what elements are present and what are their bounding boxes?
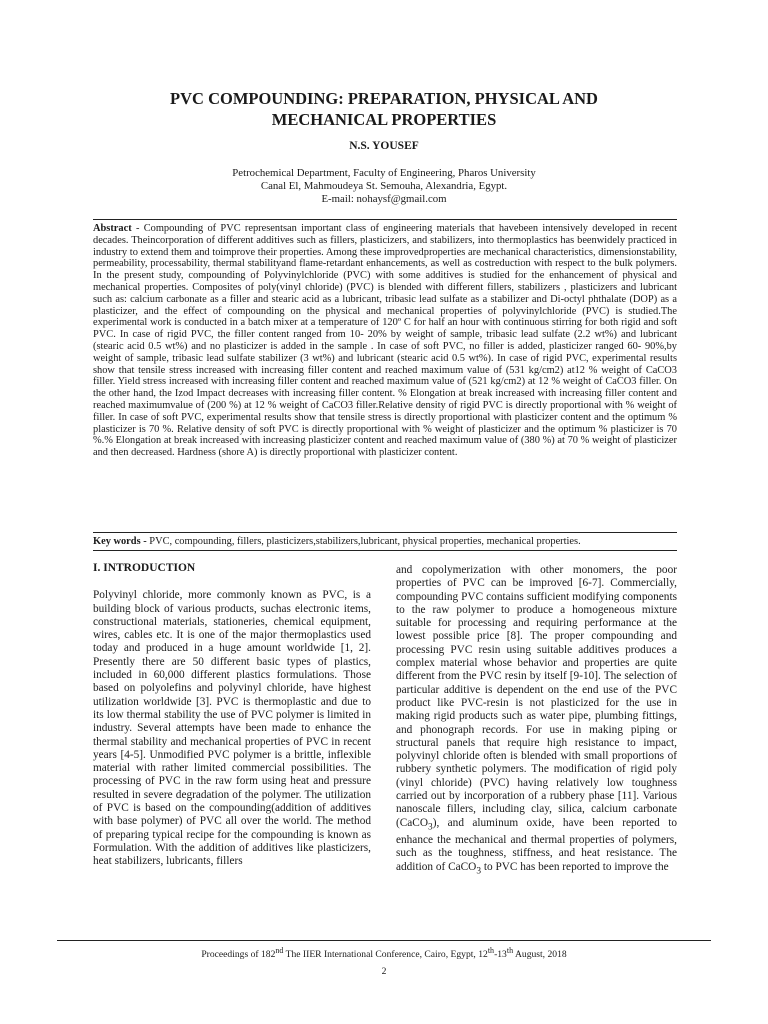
title-line-1: PVC COMPOUNDING: PREPARATION, PHYSICAL AND [170,89,598,108]
section-heading: I. INTRODUCTION [93,562,196,574]
intro-paragraph-left: Polyvinyl chloride, more commonly known as PVC, is a building block of various products, suchas electronic items, constructional materials, stationeries, chemical equipment, wires, cables etc. It is one of the major thermoplastics used today and produced in a huge amount worldwide [1, 2]. Presently there are 50 different basic types of plastics, included in 60,000 different plastics formulations. Those based on polyolefins and polyvinyl chloride, have highest utilization worldwide [3]. PVC is thermoplastic and due to its low thermal stability the use of PVC polymer is limited in industry. Several attempts have been made to enhance the thermal stability and mechanical properties of PVC in recent years [4-5]. Unmodified PVC polymer is a brittle, inflexible material with rather limited commercial possibilities. The processing of PVC in the raw form using heat and pressure resulted in severe degradation of the polymer. The utilization of PVC is based on the compounding(addition of additives with base polymer) of PVC all over the world. The method of preparing typical recipe for the compounding is known as Formulation. With the addition of additives like plasticizers, heat stabilizers, lubricants, fillers [93,589,371,868]
footer-sup: nd [275,946,284,955]
intro-right-column [396,564,677,878]
affiliation [0,167,768,206]
right-text-part-2: ), and aluminum oxide, have been reported to enhance the mechanical and thermal properties of polymers, such as the toughness, stiffness, and heat resistance. The addition of CaCO [396,816,677,873]
footer-sup: th [487,946,495,955]
footer-text: -13 [494,949,507,961]
subscript-3: 3 [476,866,482,877]
abstract-text: - Compounding of PVC representsan important class of engineering materials that havebeen intensively developed in recent decades. Theincorporation of different additives such as fillers, plasticizers, and stabilizers, into thermoplastics has beenwidely practiced in industry to extend them and toimprove their properties. Among these improvedproperties are mechanical characteristics, dimensionstability, permeability, processability, thermal stabilityand flame-retardant enhancements, as well as costreduction with respect to the bulk polymers. In the present study, compounding of Polyvinylchloride (PVC) with some additives is studied for the enhancement of physical and mechanical properties. Composites of poly(vinyl chloride) (PVC) is blended with different fillers, stabilizers , plasticizers and lubricant such as: calcium carbonate as a filler and stearic acid as a lubricant, tribasic lead sulfate as a stabilizer and Di-octyl phthalate (DOP) as a plasticizer, and the effect of compounding on the physical and mechanical properties of polyvinylchloride (PVC) is studied.The experimental work is conducted in a batch mixer at a temperature of 120º C for half an hour with continuous stirring for both rigid and soft PVC. In case of rigid PVC, the filler content ranged from 10- 20% by weight of sample, tribasic lead sulfate (2.2 wt%) and lubricant (stearic acid 0.5 wt%) and no plasticizer is added in the sample . In case of soft PVC, no filler is added, plasticizer ranged 60- 90%,by weight of sample, tribasic lead sulfate stabilizer (3 wt%) and lubricant (stearic acid 0.5 wt%). In case of rigid PVC, experimental results show that tensile stress increased with increasing filler content and reached maximum value of (531 kg/cm2) at12 % weight of CaCO3 filler. Yield stress increased with increasing filler content and reached maximum value of (521 kg/cm2) at 12 % weight of CaCO3 filler. On the other hand, the Izod Impact decreases with increasing filler content. % Elongation at break increased with increasing filler content and reached maximumvalue of (200 %) at 12 % weight of CaCO3 filler.Relative density of rigid PVC is directly proportional with % weight of filler. In case of soft PVC, experimental results show that tensile stress is directly proportional with plasticizer content and the optimum % plasticizer is 70 %. Relative density of soft PVC is directly proportional with % weight of plasticizer and the optimum % plasticizer is 70 %.% Elongation at break increased with increasing plasticizer content and reached maximum value of (380 %) at 70 % weight of plasticizer and then decreased. Hardness (shore A) is directly proportional with plasticizer content. [93,223,677,459]
abstract [93,223,677,459]
keywords-label: Key words - [93,536,147,547]
affiliation-line-1: Petrochemical Department, Faculty of Engineering, Pharos University [232,167,536,179]
abstract-label: Abstract [93,223,132,234]
footer-proceedings [0,946,768,960]
keywords-text: PVC, compounding, fillers, plasticizers,stabilizers,lubricant, physical properties, mechanical properties. [146,536,581,547]
right-text-part-1: and copolymerization with other monomers, the poor properties of PVC can be improved [6-7]. Commercially, compounding PVC contains sufficient modifying components to the raw polymer to produce a homogeneous mixture suitable for processing and requiring performance at the lowest possible price [8]. The proper compounding and processing PVC resin using suitable additives produces a complex material whose behavior and properties are quite different from the PVC resin by itself [9-10]. The selection of particular additive is dependent on the end use of the PVC product like PVC-resin is not plasticized for the use in making rigid products such as water pipe, plumbing fittings, and phonograph records. For use in making piping or structural panels that require high resistance to impact, polyvinyl chloride often is blended with small proportions of rubbery synthetic polymers. The modification of rigid poly (vinyl chloride) (PVC) having relatively low toughness carried out by incorporation of a rubbery phase [11]. Various nanoscale fillers, including clay, silica, calcium carbonate (CaCO [396,564,677,829]
footer-text: August, 2018 [513,949,567,961]
keywords-bottom-rule [93,550,677,551]
paper-title [0,88,768,130]
author-name: N.S. YOUSEF [349,140,419,152]
page-number: 2 [381,966,387,977]
title-line-2: MECHANICAL PROPERTIES [271,110,497,129]
author-email: E-mail: nohaysf@gmail.com [321,193,447,205]
footer-text: The IIER International Conference, Cairo, Egypt, 12 [283,949,488,961]
keywords [93,536,677,548]
intro-paragraph-right [396,564,677,878]
subscript-3: 3 [428,821,433,832]
right-text-part-3: to PVC has been reported to improve the [481,860,669,873]
footer-sup: th [506,946,514,955]
intro-left-column [93,562,371,869]
affiliation-line-2: Canal El, Mahmoudeya St. Semouha, Alexandria, Egypt. [260,180,508,192]
footer-text: Proceedings of 182 [201,949,276,961]
abstract-top-rule [93,219,677,220]
keywords-top-rule [93,532,677,533]
footer-rule [57,940,711,941]
